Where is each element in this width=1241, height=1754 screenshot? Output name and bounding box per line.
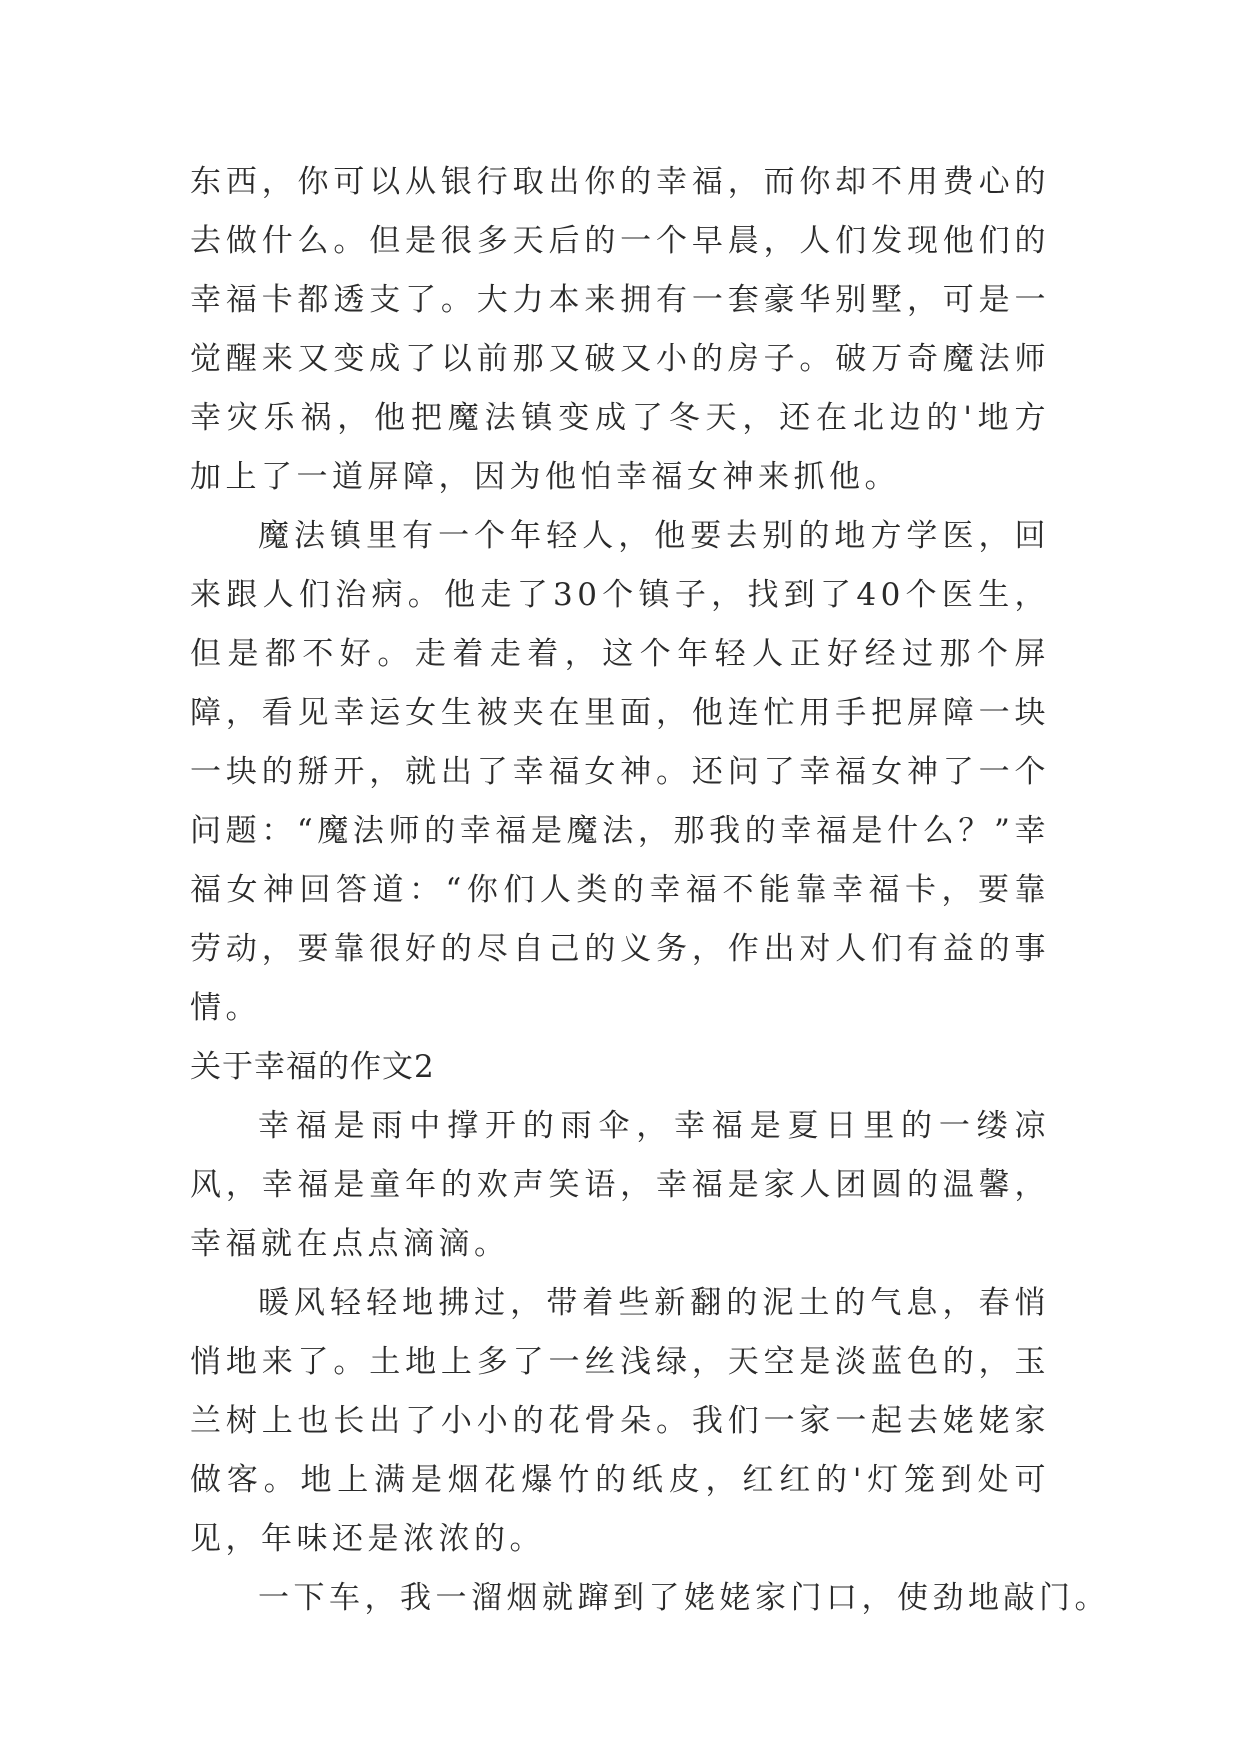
- paragraph-body: 幸福是雨中撑开的雨伞，幸福是夏日里的一缕凉风，幸福是童年的欢声笑语，幸福是家人团圆的温馨，幸福就在点点滴滴。: [190, 1108, 1050, 1262]
- essay-heading: 关于幸福的作文2: [190, 1049, 435, 1085]
- paragraph-body: 魔法镇里有一个年轻人，他要去别的地方学医，回来跟人们治病。他走了30个镇子，找到了40个医生，但是都不好。走着走着，这个年轻人正好经过那个屏障，看见幸运女生被夹在里面，他连忙用手把屏障一块一块的掰开，就出了幸福女神。还问了幸福女神了一个问题：“魔法师的幸福是魔法，那我的幸福是什么？”幸福女神回答道：“你们人类的幸福不能靠幸福卡，要靠劳动，要靠很好的尽自己的义务，作出对人们有益的事情。: [190, 518, 1050, 1026]
- document-body: [190, 153, 1110, 1628]
- paragraph-continued: 东西，你可以从银行取出你的幸福，而你却不用费心的去做什么。但是很多天后的一个早晨，人们发现他们的幸福卡都透支了。大力本来拥有一套豪华别墅，可是一觉醒来又变成了以前那又破又小的房子。破万奇魔法师幸灾乐祸，他把魔法镇变成了冬天，还在北边的'地方加上了一道屏障，因为他怕幸福女神来抓他。: [190, 164, 1050, 495]
- paragraph-body: 暖风轻轻地拂过，带着些新翻的泥土的气息，春悄悄地来了。土地上多了一丝浅绿，天空是淡蓝色的，玉兰树上也长出了小小的花骨朵。我们一家一起去姥姥家做客。地上满是烟花爆竹的纸皮，红红的'灯笼到处可见，年味还是浓浓的。: [190, 1285, 1050, 1557]
- paragraph-body: 一下车，我一溜烟就蹿到了姥姥家门口，使劲地敲门。: [258, 1580, 1110, 1616]
